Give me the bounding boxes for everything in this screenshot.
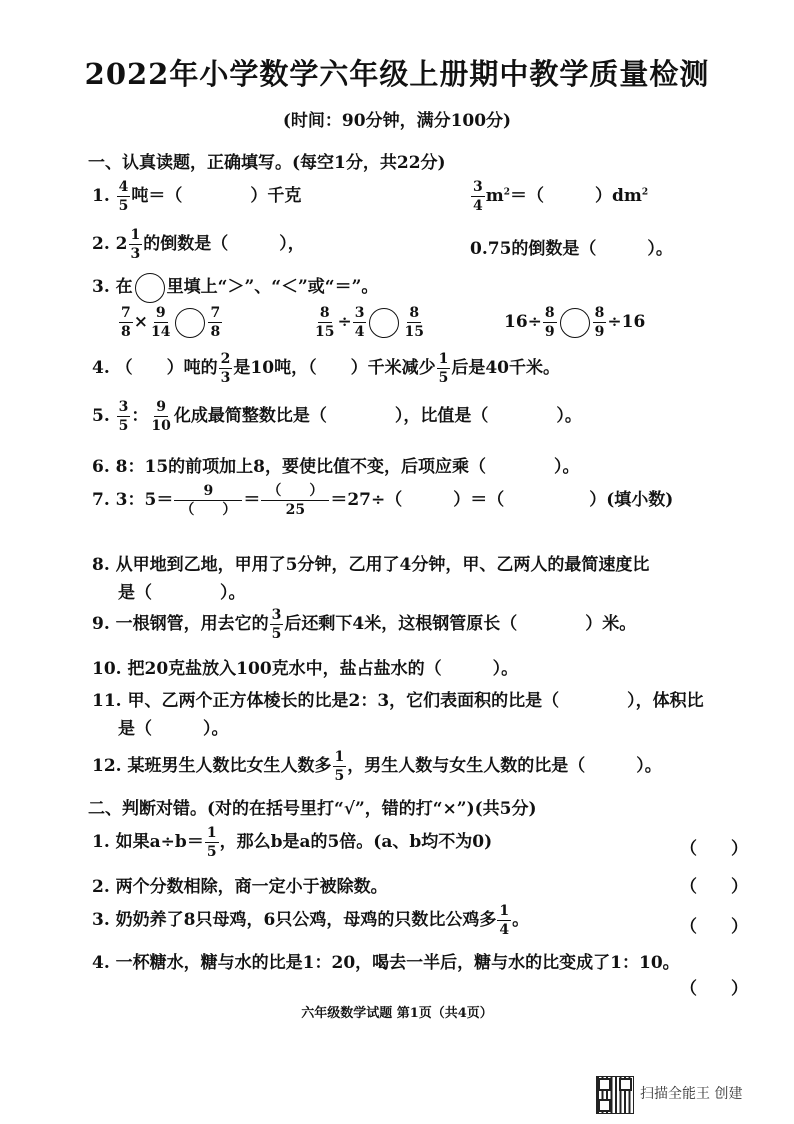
exam-duration: (时间：90分钟，满分100分) (282, 111, 512, 131)
expression: ÷16 (607, 312, 646, 332)
fraction: $\frac{3}{4}$ (354, 305, 365, 340)
question-text: 从甲地到乙地，甲用了5分钟，乙用了4分钟，甲、乙两人的最简速度比 (115, 555, 650, 575)
fraction: $\frac{3}{5}$ (271, 607, 282, 642)
judge-3 (92, 904, 529, 937)
question-number: 4. (92, 953, 110, 973)
fraction: $\frac{9}{10}$ (151, 399, 171, 434)
question-text: 化成最简整数比是（ ），比值是（ ）。 (173, 406, 582, 426)
question-number: 9. (92, 614, 110, 634)
fraction: $\frac{4}{5}$ (118, 179, 129, 214)
question-number: 2. (92, 234, 110, 254)
scanner-watermark: 扫描全能王 创建 (640, 1086, 743, 1102)
fraction: $\frac{8}{15}$ (404, 305, 424, 340)
answer-paren-1[interactable]: （ ） (680, 839, 748, 859)
question-text: 吨＝（ ）千克 (131, 186, 302, 206)
question-1-10 (92, 654, 518, 679)
operator: × (133, 312, 148, 332)
mixed-whole: 2 (115, 234, 128, 254)
question-text: 3：5＝ (115, 490, 174, 510)
fraction: $\frac{1}{5}$ (438, 351, 449, 386)
fraction: $\frac{9}{( )}$ (174, 484, 242, 517)
question-number: 5. (92, 406, 110, 426)
question-text: 里填上“＞”、“＜”或“＝”。 (166, 277, 379, 297)
question-1-1 (92, 180, 301, 213)
fraction: $\frac{3}{4}$ (473, 179, 483, 214)
compare-circle[interactable] (369, 308, 399, 338)
question-1-6 (92, 452, 580, 477)
expression: 16÷ (504, 312, 542, 332)
question-1-2 (92, 228, 305, 261)
exponent: 2 (503, 187, 511, 198)
question-text: 奶奶养了8只母鸡，6只公鸡，母鸡的只数比公鸡多 (115, 910, 497, 930)
question-1-1b (470, 180, 648, 213)
fraction: $\frac{1}{5}$ (334, 749, 345, 784)
question-1-8-cont: 是（ ）。 (118, 583, 246, 603)
question-1-11-cont: 是（ ）。 (118, 719, 229, 739)
question-1-9 (92, 608, 636, 641)
compare-a (118, 306, 223, 339)
question-text: 后还剩下4米，这根钢管原长（ ）米。 (284, 614, 637, 634)
question-text: 8：15的前项加上8，要使比值不变，后项应乘（ ）。 (115, 457, 580, 477)
answer-paren-2[interactable]: （ ） (680, 877, 748, 897)
compare-b (312, 306, 427, 339)
question-number: 4. (92, 358, 110, 378)
question-text: 一根钢管，用去它的 (115, 614, 269, 634)
judge-4 (92, 948, 680, 973)
fraction: $\frac{9}{14}$ (151, 305, 171, 340)
fraction: $\frac{7}{8}$ (121, 305, 131, 340)
fraction: $\frac{1}{3}$ (130, 227, 141, 262)
question-number: 1. (92, 832, 110, 852)
question-text: ，男生人数与女生人数的比是（ ）。 (347, 756, 662, 776)
question-1-11 (92, 686, 704, 711)
question-1-3 (92, 272, 378, 303)
question-text: 把20克盐放入100克水中，盐占盐水的（ ）。 (127, 659, 519, 679)
exponent: 2 (641, 187, 649, 198)
question-1-4 (92, 352, 560, 385)
question-text: 某班男生人数比女生人数多 (127, 756, 332, 776)
question-1-2b: 0.75的倒数是（ ）。 (470, 239, 673, 259)
answer-paren-3[interactable]: （ ） (680, 917, 748, 937)
compare-circle[interactable] (175, 308, 205, 338)
judge-1 (92, 826, 492, 859)
question-number: 8. (92, 555, 110, 575)
question-1-12 (92, 750, 662, 783)
equals-sign: ＝ (243, 490, 261, 510)
section-2-heading: 二、判断对错。(对的在括号里打“√”，错的打“×”)(共5分) (88, 799, 537, 819)
question-text: ＝27÷（ ）＝（ ）(填小数) (330, 490, 674, 510)
compare-circle[interactable] (135, 273, 165, 303)
question-number: 3. (92, 277, 110, 297)
fraction: $\frac{3}{5}$ (118, 399, 129, 434)
question-number: 2. (92, 877, 110, 897)
fraction: $\frac{8}{15}$ (315, 305, 335, 340)
fraction: $\frac{( )}{25}$ (261, 484, 329, 517)
page-title: 2022年小学数学六年级上册期中教学质量检测 (84, 57, 710, 91)
page-footer: 六年级数学试题 第1页（共4页） (301, 1006, 493, 1021)
compare-c (504, 306, 645, 339)
section-1-heading: 一、认真读题，正确填写。(每空1分，共22分) (88, 153, 446, 173)
question-text: 的倒数是（ ）， (143, 234, 305, 254)
fraction: $\frac{1}{5}$ (206, 825, 217, 860)
qr-code-icon (596, 1076, 634, 1114)
question-1-5 (92, 400, 582, 433)
question-1-7 (92, 484, 673, 517)
fraction: $\frac{2}{3}$ (220, 351, 231, 386)
compare-circle[interactable] (560, 308, 590, 338)
question-number: 11. (92, 691, 122, 711)
question-text: 。 (512, 910, 530, 930)
question-text: 两个分数相除，商一定小于被除数。 (115, 877, 388, 897)
answer-paren-4[interactable]: （ ） (680, 979, 748, 999)
ratio-colon: ： (131, 406, 149, 426)
fraction: $\frac{8}{9}$ (544, 305, 555, 340)
fraction: $\frac{7}{8}$ (210, 305, 221, 340)
question-number: 6. (92, 457, 110, 477)
question-1-8 (92, 550, 649, 575)
fraction: $\frac{8}{9}$ (594, 305, 605, 340)
question-text: 一杯糖水，糖与水的比是1：20，喝去一半后，糖与水的比变成了1：10。 (115, 953, 680, 973)
question-text: 如果a÷b＝ (115, 832, 204, 852)
judge-2 (92, 872, 388, 897)
question-text: 在 (115, 277, 133, 297)
question-text: 甲、乙两个正方体棱长的比是2：3，它们表面积的比是（ ），体积比 (127, 691, 704, 711)
fraction: $\frac{1}{4}$ (499, 903, 510, 938)
question-number: 1. (92, 186, 110, 206)
question-number: 3. (92, 910, 110, 930)
question-text: ，那么b是a的5倍。(a、b均不为0) (219, 832, 493, 852)
question-text: （ ）吨的 (115, 358, 218, 378)
question-number: 7. (92, 490, 110, 510)
question-number: 12. (92, 756, 122, 776)
question-text: 是10吨，（ ）千米减少 (233, 358, 436, 378)
question-number: 10. (92, 659, 122, 679)
unit: m (485, 186, 504, 206)
question-text: ＝（ ）dm (510, 186, 642, 206)
operator: ÷ (337, 312, 352, 332)
question-text: 后是40千米。 (451, 358, 561, 378)
